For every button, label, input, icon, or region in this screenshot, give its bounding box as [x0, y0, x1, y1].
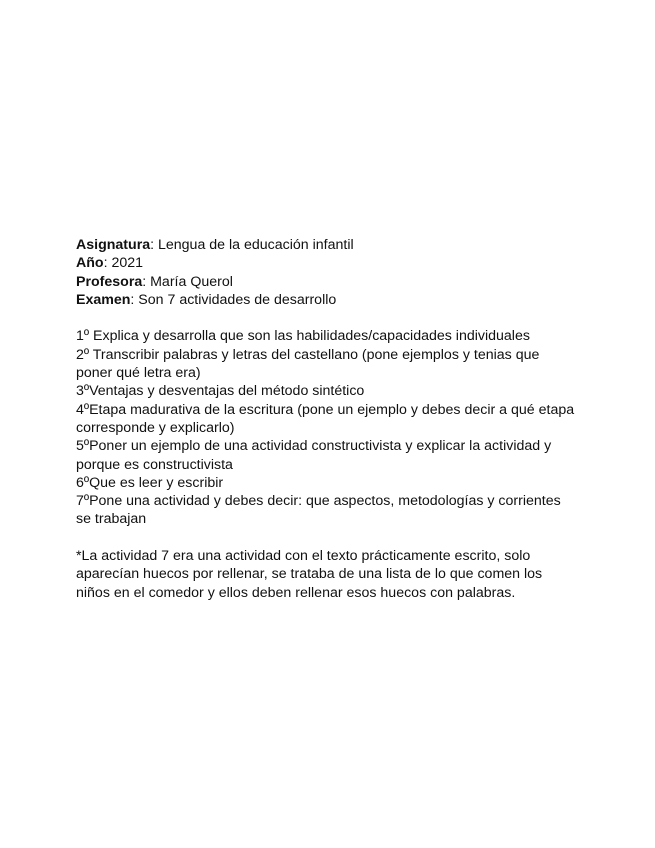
- year-line: [76, 254, 576, 272]
- question-7: 7ºPone una actividad y debes decir: que aspectos, metodologías y corrientes se trabajan: [76, 493, 561, 528]
- spacer: [76, 309, 576, 327]
- question-2: 2º Transcribir palabras y letras del castellano (pone ejemplos y tenias que poner qué letra era): [76, 346, 540, 382]
- teacher-label: Profesora: [76, 273, 143, 290]
- subject-label: Asignatura: [76, 237, 151, 253]
- question-1: 1º Explica y desarrolla que son las habilidades/capacidades individuales: [76, 328, 530, 345]
- note-paragraph: *La actividad 7 era una actividad con el texto prácticamente escrito, solo aparecían huecos por rellenar, se trataba de una lista de lo que comen los niños en el comedor y ellos deben rellenar esos huecos con palabras.: [76, 548, 543, 601]
- teacher-line: [76, 273, 576, 291]
- subject-value: : Lengua de la educación infantil: [150, 237, 354, 253]
- subject-line: [76, 236, 576, 254]
- year-label: Año: [76, 255, 104, 272]
- exam-value: : Son 7 actividades de desarrollo: [130, 291, 337, 308]
- exam-line: [76, 291, 576, 309]
- teacher-value: : María Querol: [142, 273, 233, 290]
- document-content: [76, 236, 576, 602]
- spacer: [76, 529, 576, 547]
- exam-label: Examen: [76, 291, 131, 308]
- question-3: 3ºVentajas y desventajas del método sintético: [76, 383, 365, 400]
- question-4: 4ºEtapa madurativa de la escritura (pone un ejemplo y debes decir a qué etapa corresponde y explicarlo): [76, 401, 575, 436]
- question-5: 5ºPoner un ejemplo de una actividad constructivista y explicar la actividad y porque es constructivista: [76, 438, 552, 473]
- year-value: : 2021: [103, 255, 144, 272]
- question-6: 6ºQue es leer y escribir: [76, 474, 224, 491]
